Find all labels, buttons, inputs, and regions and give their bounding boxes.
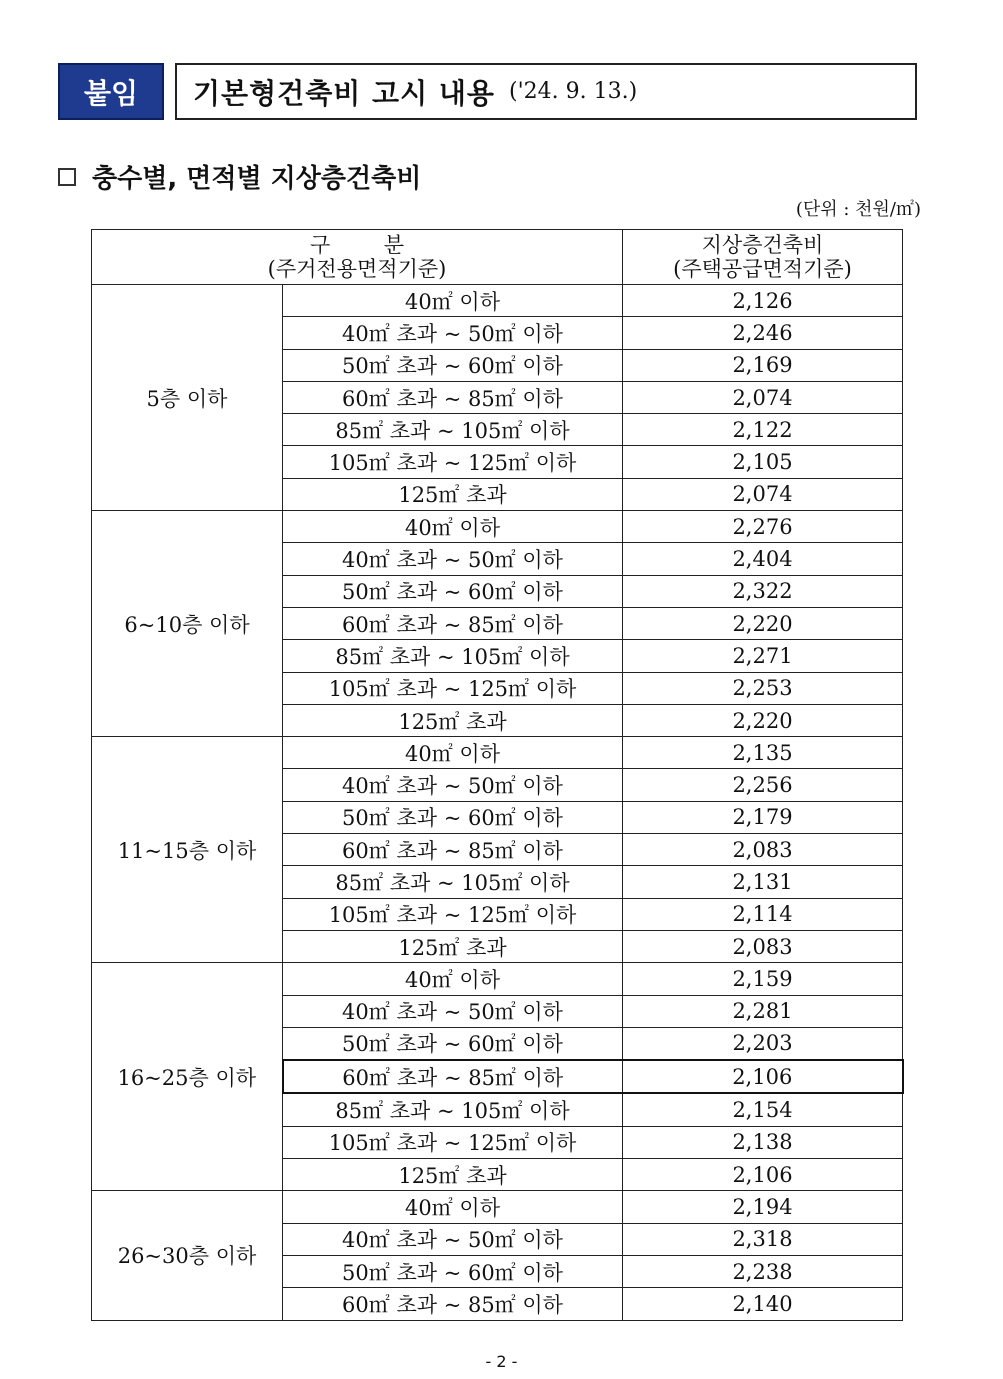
area-range-cell: 85㎡ 초과 ~ 105㎡ 이하 bbox=[283, 1093, 623, 1126]
area-range-cell: 40㎡ 이하 bbox=[283, 1191, 623, 1223]
table-row bbox=[92, 963, 903, 995]
cost-cell: 2,154 bbox=[623, 1093, 903, 1126]
area-range-cell: 105㎡ 초과 ~ 125㎡ 이하 bbox=[283, 1126, 623, 1158]
area-range-cell: 40㎡ 이하 bbox=[283, 963, 623, 995]
table-row bbox=[92, 285, 903, 317]
area-range-cell: 50㎡ 초과 ~ 60㎡ 이하 bbox=[283, 575, 623, 607]
area-range-cell: 60㎡ 초과 ~ 85㎡ 이하 bbox=[283, 607, 623, 639]
area-range-cell: 105㎡ 초과 ~ 125㎡ 이하 bbox=[283, 898, 623, 930]
section-heading bbox=[58, 158, 421, 195]
header-category-line1: 구 분 bbox=[310, 233, 404, 257]
cost-cell: 2,276 bbox=[623, 511, 903, 543]
cost-cell: 2,194 bbox=[623, 1191, 903, 1223]
cost-cell: 2,271 bbox=[623, 640, 903, 672]
area-range-cell: 125㎡ 초과 bbox=[283, 930, 623, 962]
cost-cell: 2,126 bbox=[623, 285, 903, 317]
area-range-cell: 105㎡ 초과 ~ 125㎡ 이하 bbox=[283, 446, 623, 478]
area-range-cell: 40㎡ 이하 bbox=[283, 511, 623, 543]
area-range-cell: 60㎡ 초과 ~ 85㎡ 이하 bbox=[283, 1060, 623, 1093]
area-range-cell: 40㎡ 초과 ~ 50㎡ 이하 bbox=[283, 1223, 623, 1255]
area-range-cell: 40㎡ 초과 ~ 50㎡ 이하 bbox=[283, 543, 623, 575]
announcement-date: ('24. 9. 13.) bbox=[508, 79, 638, 104]
cost-cell: 2,105 bbox=[623, 446, 903, 478]
header-cost-line2: (주택공급면적기준) bbox=[673, 257, 852, 281]
cost-cell: 2,140 bbox=[623, 1288, 903, 1320]
page-number: - 2 - bbox=[485, 1352, 518, 1371]
cost-cell: 2,246 bbox=[623, 317, 903, 349]
section-title: 충수별, 면적별 지상층건축비 bbox=[92, 164, 422, 194]
floor-group-label: 11~15층 이하 bbox=[92, 737, 283, 963]
cost-cell: 2,138 bbox=[623, 1126, 903, 1158]
table-body bbox=[92, 285, 903, 1321]
cost-cell: 2,220 bbox=[623, 607, 903, 639]
area-range-cell: 125㎡ 초과 bbox=[283, 1159, 623, 1191]
header-category-line2: (주거전용면적기준) bbox=[267, 257, 447, 281]
area-range-cell: 40㎡ 초과 ~ 50㎡ 이하 bbox=[283, 995, 623, 1027]
area-range-cell: 40㎡ 이하 bbox=[283, 737, 623, 769]
area-range-cell: 125㎡ 초과 bbox=[283, 704, 623, 736]
cost-cell: 2,074 bbox=[623, 478, 903, 510]
cost-cell: 2,106 bbox=[623, 1060, 903, 1093]
area-range-cell: 85㎡ 초과 ~ 105㎡ 이하 bbox=[283, 414, 623, 446]
floor-group-label: 6~10층 이하 bbox=[92, 511, 283, 737]
floor-group-label: 5층 이하 bbox=[92, 285, 283, 511]
unit-label: (단위 : 천원/㎡) bbox=[795, 199, 921, 220]
page-title: 기본형건축비 고시 내용 bbox=[193, 76, 495, 110]
cost-cell: 2,281 bbox=[623, 995, 903, 1027]
area-range-cell: 85㎡ 초과 ~ 105㎡ 이하 bbox=[283, 866, 623, 898]
cost-cell: 2,169 bbox=[623, 349, 903, 381]
floor-group-label: 16~25층 이하 bbox=[92, 963, 283, 1191]
area-range-cell: 60㎡ 초과 ~ 85㎡ 이하 bbox=[283, 834, 623, 866]
cost-cell: 2,179 bbox=[623, 801, 903, 833]
attachment-tag: 붙임 bbox=[58, 63, 164, 120]
header-cost bbox=[623, 230, 903, 285]
area-range-cell: 50㎡ 초과 ~ 60㎡ 이하 bbox=[283, 801, 623, 833]
area-range-cell: 40㎡ 초과 ~ 50㎡ 이하 bbox=[283, 317, 623, 349]
table-header-row bbox=[92, 230, 903, 285]
area-range-cell: 105㎡ 초과 ~ 125㎡ 이하 bbox=[283, 672, 623, 704]
cost-cell: 2,106 bbox=[623, 1159, 903, 1191]
cost-cell: 2,322 bbox=[623, 575, 903, 607]
cost-cell: 2,220 bbox=[623, 704, 903, 736]
cost-cell: 2,256 bbox=[623, 769, 903, 801]
area-range-cell: 60㎡ 초과 ~ 85㎡ 이하 bbox=[283, 381, 623, 413]
cost-cell: 2,318 bbox=[623, 1223, 903, 1255]
area-range-cell: 50㎡ 초과 ~ 60㎡ 이하 bbox=[283, 1255, 623, 1287]
cost-cell: 2,203 bbox=[623, 1027, 903, 1060]
page-header bbox=[58, 63, 917, 120]
floor-group-label: 26~30층 이하 bbox=[92, 1191, 283, 1320]
table-row bbox=[92, 737, 903, 769]
area-range-cell: 40㎡ 초과 ~ 50㎡ 이하 bbox=[283, 769, 623, 801]
cost-cell: 2,159 bbox=[623, 963, 903, 995]
table-row bbox=[92, 511, 903, 543]
cost-cell: 2,131 bbox=[623, 866, 903, 898]
area-range-cell: 125㎡ 초과 bbox=[283, 478, 623, 510]
area-range-cell: 85㎡ 초과 ~ 105㎡ 이하 bbox=[283, 640, 623, 672]
cost-cell: 2,404 bbox=[623, 543, 903, 575]
cost-cell: 2,074 bbox=[623, 381, 903, 413]
cost-cell: 2,253 bbox=[623, 672, 903, 704]
checkbox-icon bbox=[58, 168, 76, 186]
cost-cell: 2,122 bbox=[623, 414, 903, 446]
area-range-cell: 50㎡ 초과 ~ 60㎡ 이하 bbox=[283, 1027, 623, 1060]
cost-cell: 2,114 bbox=[623, 898, 903, 930]
table-row bbox=[92, 1191, 903, 1223]
cost-cell: 2,083 bbox=[623, 930, 903, 962]
area-range-cell: 50㎡ 초과 ~ 60㎡ 이하 bbox=[283, 349, 623, 381]
cost-cell: 2,135 bbox=[623, 737, 903, 769]
area-range-cell: 60㎡ 초과 ~ 85㎡ 이하 bbox=[283, 1288, 623, 1320]
area-range-cell: 40㎡ 이하 bbox=[283, 285, 623, 317]
cost-cell: 2,083 bbox=[623, 834, 903, 866]
title-box bbox=[175, 63, 917, 120]
header-cost-line1: 지상층건축비 bbox=[701, 233, 824, 257]
cost-cell: 2,238 bbox=[623, 1255, 903, 1287]
construction-cost-table bbox=[91, 229, 904, 1321]
header-category bbox=[92, 230, 623, 285]
